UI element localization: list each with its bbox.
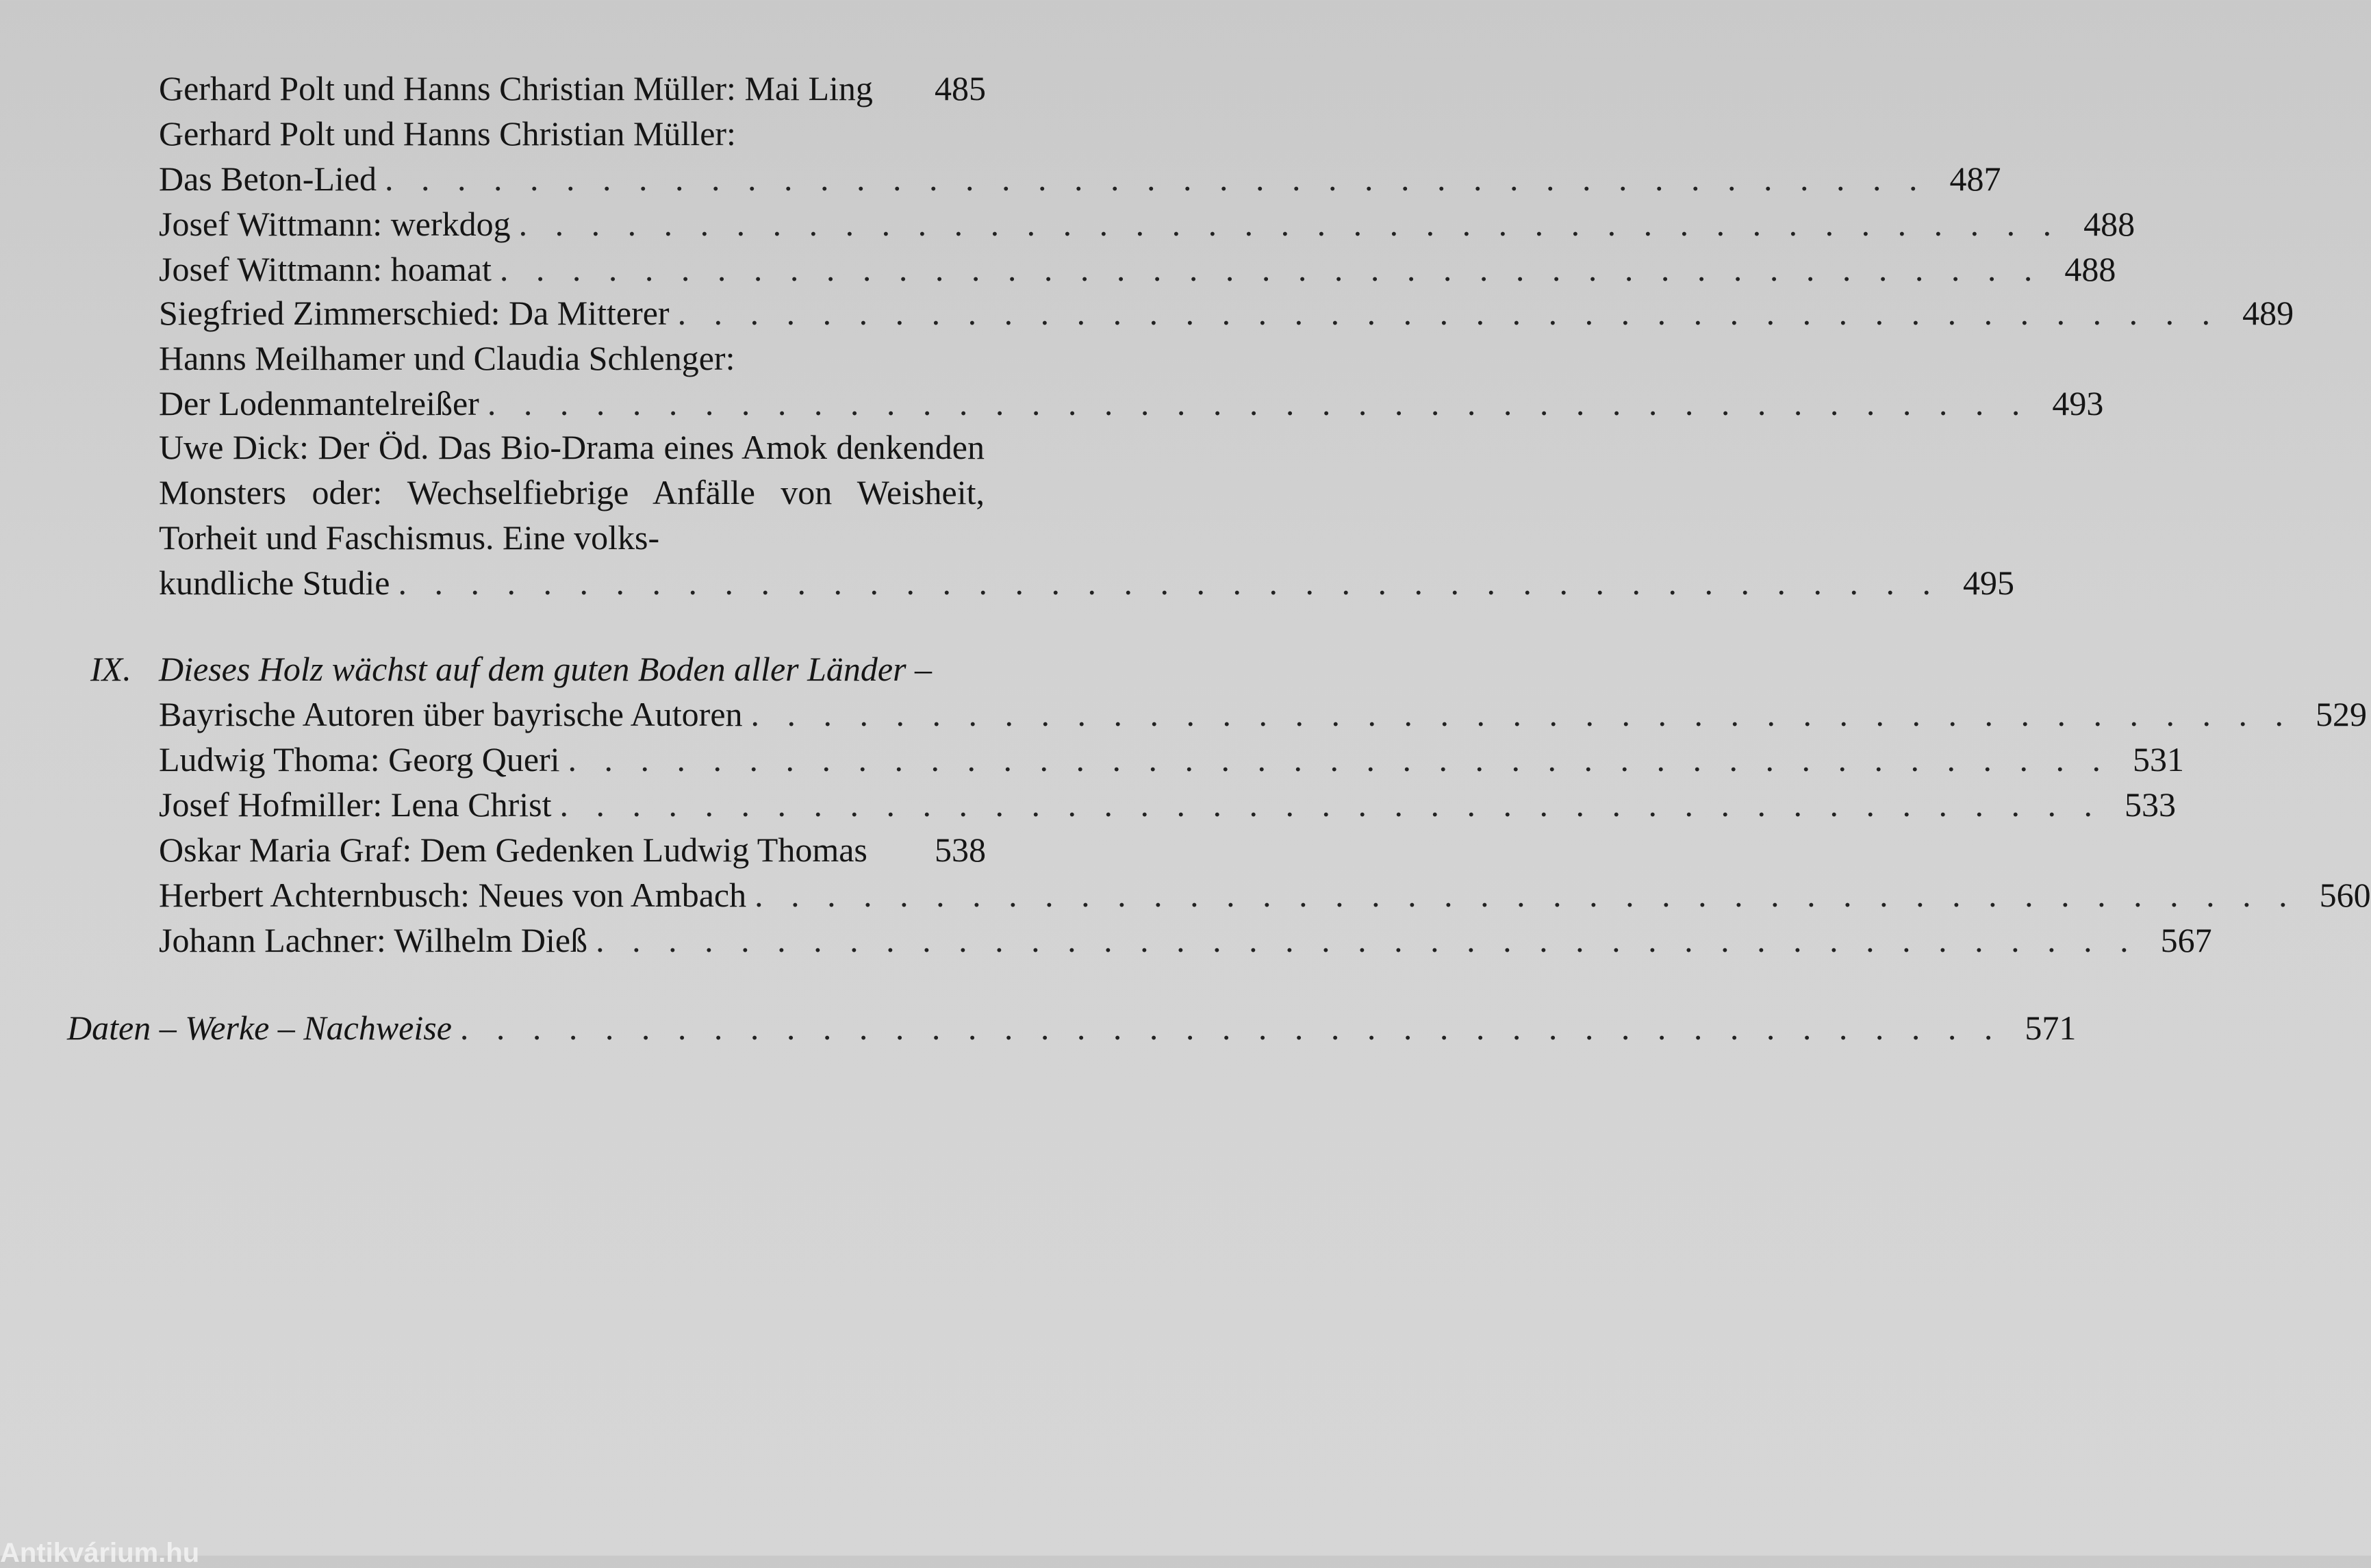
toc-entry-title: Siegfried Zimmerschied: Da Mitterer <box>159 294 670 332</box>
section-number: IX. <box>90 650 131 688</box>
dot-leader: . . . . . . . . . . . . . . . . . . . . . . . . . . . . . . . . . . . . . . . . . . . <box>559 785 2102 824</box>
dot-leader: . . . . . . . . . . . . . . . . . . . . . . . . . . . . . . . . . . . . . . . . . . . <box>596 921 2138 959</box>
toc-entry-page: 538 <box>935 831 986 869</box>
toc-entry-title: Ludwig Thoma: Georg Queri <box>159 740 560 779</box>
dot-leader: . . . . . . . . . . . . . . . . . . . . . . . . . . . . . . . . . . . . . . . . . . . <box>499 250 2042 288</box>
toc-entry-title-line1: Gerhard Polt und Hanns Christian Müller: <box>159 114 736 153</box>
dot-leader: . . . . . . . . . . . . . . . . . . . . . . . . . . . . . . . . . . . . . . . . . . . <box>755 876 2297 914</box>
toc-entry-page: 529 <box>2316 695 2368 733</box>
dot-leader: . . . . . . . . . . . . . . . . . . . . . . . . . . . . . . . . . . . . . . . . . . . <box>750 695 2294 733</box>
toc-entry-title-line2: Das Beton-Lied <box>159 160 377 198</box>
dot-leader: . . . . . . . . . . . . . . . . . . . . . . . . . . . . . . . . . . . . . . . . . . . <box>384 160 1927 198</box>
toc-entry-page: 533 <box>2125 785 2176 824</box>
toc-entry <box>159 111 2001 201</box>
dot-leader: . . . . . . . . . . . . . . . . . . . . . . . . . . . . . . . . . . . . . . . . . . . <box>518 205 2062 243</box>
dot-leader: . . . . . . . . . . . . . . . . . . . . . . . . . . . . . . . . . . . . . . . . . . . <box>459 1009 2003 1047</box>
dot-leader: . . . . . . . . . . . . . . . . . . . . . . . . . . . . . . . . . . . . . . . . . . . <box>487 384 2030 422</box>
toc-entry-page: 493 <box>2052 384 2104 422</box>
toc-entry-title: Bayrische Autoren über bayrische Autoren <box>159 695 743 733</box>
watermark: Antikvárium.hu <box>0 1538 200 1568</box>
toc-entry-page: 571 <box>2025 1009 2077 1047</box>
toc-entry-page: 485 <box>935 69 986 108</box>
toc-entry-title-paragraph: Uwe Dick: Der Öd. Das Bio-Drama eines Amok denkenden Monsters oder: Wechselfiebrige Anfälle von Weisheit, Torheit und Faschismus. Eine volks- <box>159 428 985 557</box>
toc-entry <box>159 290 2294 336</box>
toc-entry-page: 531 <box>2133 740 2185 779</box>
toc-entry-title-line2: Der Lodenmantelreißer <box>159 384 479 422</box>
section-ix <box>159 646 2371 963</box>
toc-entry <box>159 425 2014 605</box>
toc-entry-page: 495 <box>1962 564 2014 602</box>
dot-leader: . . . . . . . . . . . . . . . . . . . . . . . . . . . . . . . . . . . . . . . . . . . <box>568 740 2111 779</box>
toc-final-entry <box>67 1005 2077 1050</box>
toc-entry-page: 489 <box>2242 294 2294 332</box>
toc-entry-page: 567 <box>2160 921 2212 959</box>
toc-entry-title: Josef Wittmann: hoamat <box>159 250 492 288</box>
section-title: Dieses Holz wächst auf dem guten Boden aller Länder – <box>159 650 933 688</box>
toc-entry-title-last-line: kundliche Studie <box>159 564 390 602</box>
toc-entry <box>159 246 2116 292</box>
toc-entry <box>159 336 2104 426</box>
toc-entry-page: 560 <box>2319 876 2371 914</box>
dot-leader: . . . . . . . . . . . . . . . . . . . . . . . . . . . . . . . . . . . . . . . . . . . <box>677 294 2220 332</box>
toc-entry-title: Herbert Achternbusch: Neues von Ambach <box>159 876 747 914</box>
toc-entry-title: Josef Wittmann: werkdog <box>159 205 511 243</box>
toc-entry <box>159 201 2135 246</box>
toc-entry-title: Gerhard Polt und Hanns Christian Müller: Mai Ling <box>159 69 873 108</box>
toc-entry <box>159 66 986 111</box>
toc-entry-title: Oskar Maria Graf: Dem Gedenken Ludwig Thomas <box>159 831 867 869</box>
toc-entry-title: Josef Hofmiller: Lena Christ <box>159 785 552 824</box>
dot-leader: . . . . . . . . . . . . . . . . . . . . . . . . . . . . . . . . . . . . . . . . . . . <box>398 564 1940 602</box>
toc-entry-title: Daten – Werke – Nachweise <box>67 1009 452 1047</box>
toc-entry-page: 487 <box>1949 160 2001 198</box>
toc-entry-title: Johann Lachner: Wilhelm Dieß <box>159 921 588 959</box>
toc-entry-page: 488 <box>2083 205 2135 243</box>
toc-entry-title-line1: Hanns Meilhamer und Claudia Schlenger: <box>159 339 735 377</box>
toc-entry-page: 488 <box>2064 250 2116 288</box>
